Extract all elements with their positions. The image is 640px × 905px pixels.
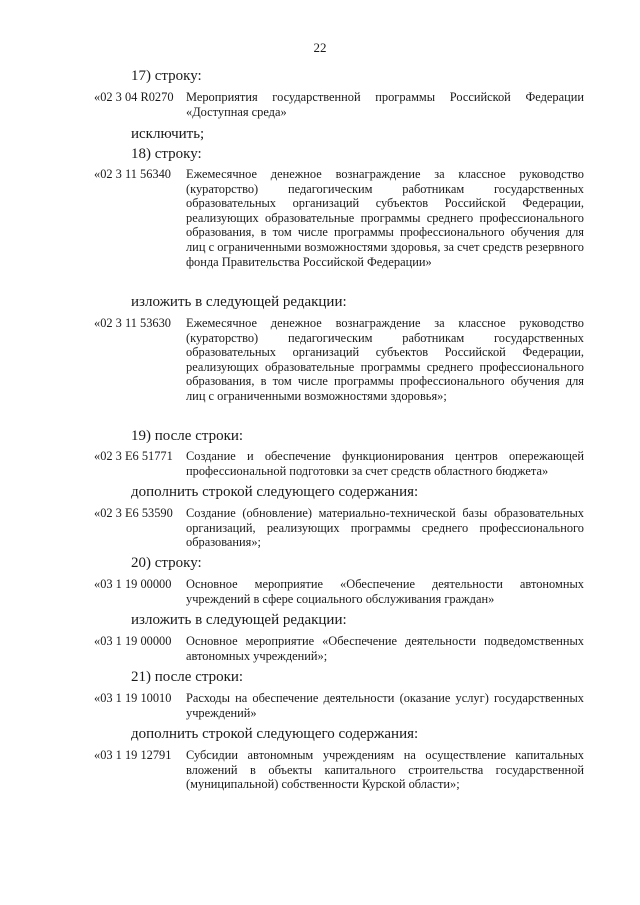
budget-line-entry (94, 691, 584, 720)
budget-code: «02 3 04 R0270 (94, 90, 174, 104)
budget-code: «03 1 19 10010 (94, 691, 172, 705)
instruction-heading: дополнить строкой следующего содержания: (131, 726, 419, 742)
budget-line-text: Ежемесячное денежное вознаграждение за классное руководство (кураторство) педагогическим работникам государственных образовательных организаций субъектов Российской Федерации, реализующих образовательные программы среднего профессионального образования, в том числе программы профессионального обучения для лиц с ограниченными возможностями здоровья»; (186, 316, 584, 403)
instruction-heading: 18) строку: (131, 146, 202, 162)
budget-line-text: Создание (обновление) материально-технической базы образовательных организаций, реализующих программы среднего профессионального образования»; (186, 506, 584, 550)
budget-line-entry (94, 316, 584, 404)
page-number: 22 (313, 40, 327, 55)
budget-line-text: Создание и обеспечение функционирования центров опережающей профессиональной подготовки за счет средств областного бюджета» (186, 449, 584, 478)
instruction-heading: 19) после строки: (131, 428, 244, 444)
budget-code: «02 3 11 53630 (94, 316, 171, 330)
budget-code: «02 3 Е6 53590 (94, 506, 173, 520)
budget-line-text: Мероприятия государственной программы Российской Федерации «Доступная среда» (186, 90, 584, 119)
budget-line-entry (94, 634, 584, 663)
instruction-heading: изложить в следующей редакции: (131, 612, 347, 628)
budget-line-text: Субсидии автономным учреждениям на осуществление капитальных вложений в объекты капитального строительства государственной (муниципальной) собственности Курской области»; (186, 748, 584, 792)
budget-line-text: Расходы на обеспечение деятельности (оказание услуг) государственных учреждений» (186, 691, 584, 720)
instruction-heading: 20) строку: (131, 555, 202, 571)
instruction-heading: 21) после строки: (131, 669, 244, 685)
budget-line-text: Основное мероприятие «Обеспечение деятельности автономных учреждений в сфере социального обслуживания граждан» (186, 577, 584, 606)
budget-code: «03 1 19 00000 (94, 634, 172, 648)
budget-line-entry (94, 90, 584, 119)
budget-line-text: Основное мероприятие «Обеспечение деятельности подведомственных автономных учреждений»; (186, 634, 584, 663)
instruction-heading: исключить; (131, 126, 205, 142)
budget-line-entry (94, 167, 584, 269)
instruction-heading: 17) строку: (131, 68, 202, 84)
budget-code: «03 1 19 00000 (94, 577, 172, 591)
budget-line-text: Ежемесячное денежное вознаграждение за классное руководство (кураторство) педагогическим работникам государственных образовательных организаций субъектов Российской Федерации, реализующих образовательные программы среднего профессионального образования, в том числе программы профессионального обучения для лиц с ограниченными возможностями здоровья, за счет средств резервного фонда Правительства Российской Федерации» (186, 167, 584, 269)
budget-code: «03 1 19 12791 (94, 748, 172, 762)
budget-line-entry (94, 577, 584, 606)
budget-code: «02 3 Е6 51771 (94, 449, 173, 463)
budget-line-entry (94, 506, 584, 550)
instruction-heading: дополнить строкой следующего содержания: (131, 484, 419, 500)
budget-line-entry (94, 748, 584, 792)
budget-line-entry (94, 449, 584, 478)
instruction-heading: изложить в следующей редакции: (131, 294, 347, 310)
budget-code: «02 3 11 56340 (94, 167, 171, 181)
